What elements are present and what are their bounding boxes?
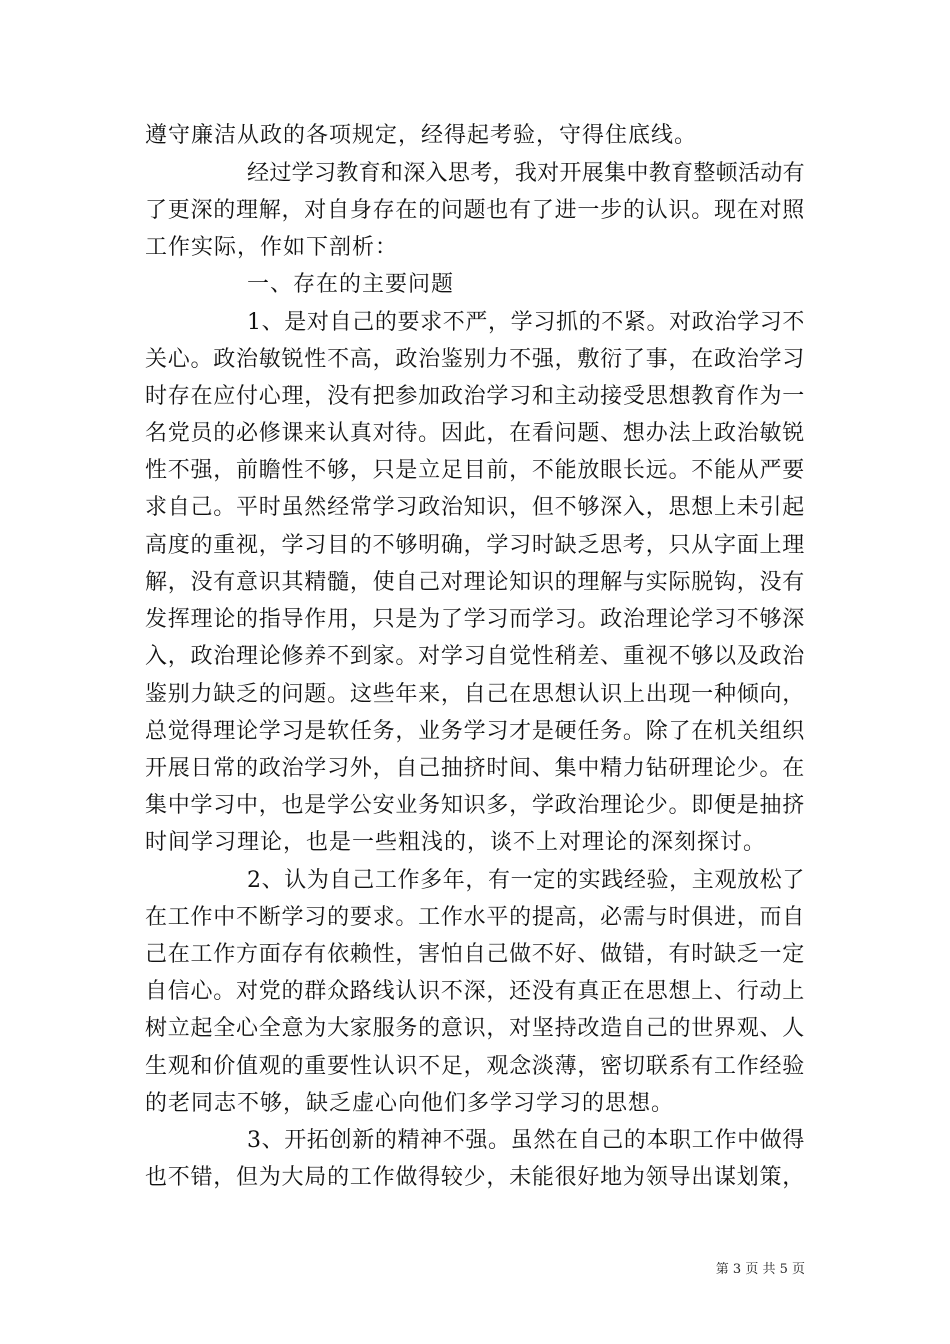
text-line: 也不错，但为大局的工作做得较少，未能很好地为领导出谋划策， — [145, 1165, 806, 1190]
text-line: 高度的重视，学习目的不够明确，学习时缺乏思考，只从字面上理 — [145, 533, 806, 558]
text-line: 了更深的理解，对自身存在的问题也有了进一步的认识。现在对照 — [145, 198, 806, 223]
text-line: 名党员的必修课来认真对待。因此，在看问题、想办法上政治敏锐 — [145, 421, 806, 446]
text-line: 总觉得理论学习是软任务，业务学习才是硬任务。除了在机关组织 — [145, 719, 806, 744]
text-line: 性不强，前瞻性不够，只是立足目前，不能放眼长远。不能从严要 — [145, 458, 806, 483]
text-line: 树立起全心全意为大家服务的意识，对坚持改造自己的世界观、人 — [145, 1016, 806, 1041]
text-line: 开展日常的政治学习外，自己抽挤时间、集中精力钻研理论少。在 — [145, 756, 806, 781]
text-line: 入，政治理论修养不到家。对学习自觉性稍差、重视不够以及政治 — [145, 644, 806, 669]
text-line: 发挥理论的指导作用，只是为了学习而学习。政治理论学习不够深 — [145, 607, 806, 632]
text-line: 求自己。平时虽然经常学习政治知识，但不够深入，思想上未引起 — [145, 495, 806, 520]
text-line: 解，没有意识其精髓，使自己对理论知识的理解与实际脱钩，没有 — [145, 570, 806, 595]
section-heading: 一、存在的主要问题 — [247, 272, 455, 297]
text-line: 时存在应付心理，没有把参加政治学习和主动接受思想教育作为一 — [145, 384, 806, 409]
page-number-footer: 第 3 页 共 5 页 — [715, 1262, 805, 1277]
paragraph-start-line: 2、认为自己工作多年，有一定的实践经验，主观放松了 — [247, 868, 805, 893]
text-line: 在工作中不断学习的要求。工作水平的提高，必需与时俱进，而自 — [145, 905, 806, 930]
text-line: 己在工作方面存有依赖性，害怕自己做不好、做错，有时缺乏一定 — [145, 942, 806, 967]
text-line: 生观和价值观的重要性认识不足，观念淡薄，密切联系有工作经验 — [145, 1054, 806, 1079]
paragraph-start-line: 1、是对自己的要求不严，学习抓的不紧。对政治学习不 — [247, 310, 805, 335]
text-line: 集中学习中，也是学公安业务知识多，学政治理论少。即便是抽挤 — [145, 793, 806, 818]
text-line: 时间学习理论，也是一些粗浅的，谈不上对理论的深刻探讨。 — [145, 830, 767, 855]
paragraph-start-line: 经过学习教育和深入思考，我对开展集中教育整顿活动有 — [247, 161, 806, 186]
text-line: 自信心。对党的群众路线认识不深，还没有真正在思想上、行动上 — [145, 979, 806, 1004]
text-line: 关心。政治敏锐性不高，政治鉴别力不强，敷衍了事，在政治学习 — [145, 347, 806, 372]
text-line: 工作实际，作如下剖析： — [145, 235, 399, 260]
text-line: 鉴别力缺乏的问题。这些年来，自己在思想认识上出现一种倾向， — [145, 682, 806, 707]
paragraph-start-line: 3、开拓创新的精神不强。虽然在自己的本职工作中做得 — [247, 1128, 805, 1153]
text-line: 遵守廉洁从政的各项规定，经得起考验，守得住底线。 — [145, 123, 698, 148]
text-line: 的老同志不够，缺乏虚心向他们多学习学习的思想。 — [145, 1091, 675, 1116]
